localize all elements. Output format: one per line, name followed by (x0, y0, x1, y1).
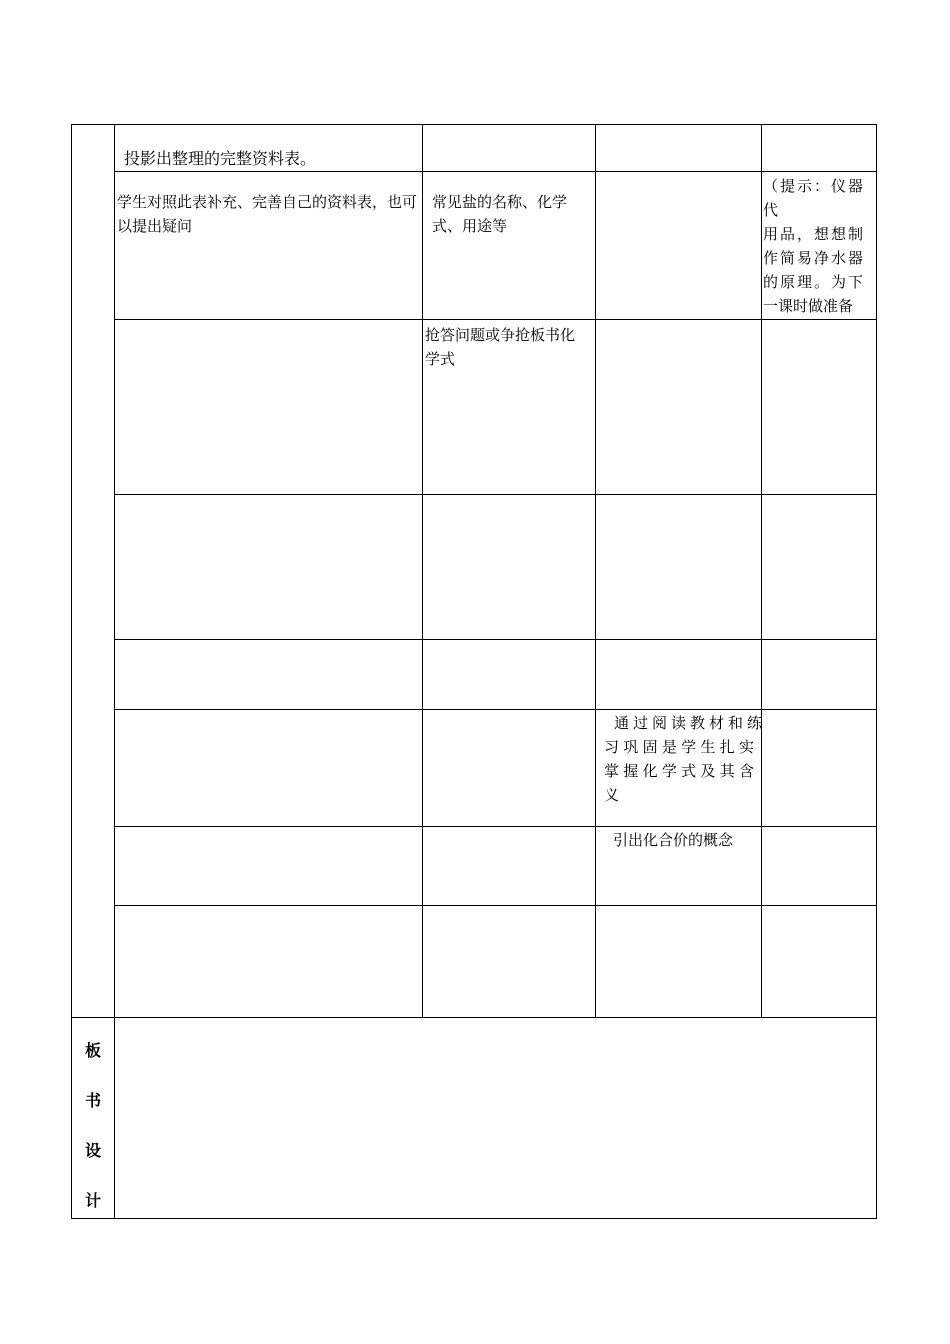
cell-hint (763, 174, 871, 318)
purpose-line: 掌握化学式及其含 (604, 762, 754, 780)
hint-line: 作简易净水器 (763, 249, 863, 267)
purpose-line: 通过阅读教材和练 (614, 714, 762, 732)
hint-line: （提示：仪器代 (763, 177, 863, 219)
purpose-line: 习巩固是学生扎实 (604, 738, 754, 756)
cell-valence-intro: 引出化合价的概念 (613, 831, 734, 849)
hint-line: 一课时做准备 (763, 297, 854, 315)
board-design-char: 板 (84, 1041, 101, 1060)
board-design-char: 计 (84, 1191, 101, 1210)
cell-projection-text: 投影出整理的完整资料表。 (124, 149, 317, 168)
board-design-char: 设 (84, 1141, 101, 1160)
hint-line: 的原理。为下 (763, 273, 863, 291)
board-design-char: 书 (84, 1091, 101, 1110)
cell-reading-purpose (604, 711, 762, 807)
purpose-line: 义 (604, 786, 620, 804)
hint-line: 用品，想想制 (763, 225, 863, 243)
cell-common-salts: 常见盐的名称、化学式、用途等 (432, 193, 568, 235)
cell-quiz-activity: 抢答问题或争抢板书化学式 (425, 326, 576, 368)
cell-student-activity: 学生对照此表补充、完善自己的资料表，也可以提出疑问 (117, 193, 418, 235)
